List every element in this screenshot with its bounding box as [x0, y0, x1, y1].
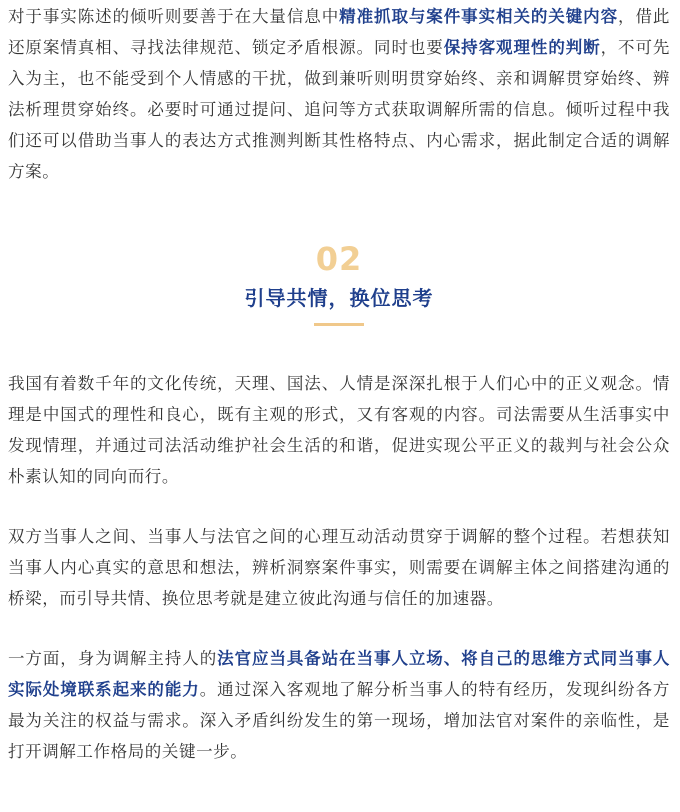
section-title: 引导共情，换位思考 — [244, 286, 434, 310]
paragraph-listening — [8, 0, 670, 187]
section-heading — [8, 239, 670, 326]
para1-highlight-2: 保持客观理性的判断 — [443, 38, 601, 57]
section-divider — [314, 323, 364, 326]
para1-text-3: ，不可先入为主，也不能受到个人情感的干扰，做到兼听则明贯穿始终、亲和调解贯穿始终、辨法析理贯穿始终。必要时可通过提问、追问等方式获取调解所需的信息。倾听过程中我们还可以借助当事人的表达方式推测判断其性格特点、内心需求，据此制定合适的调解方案。 — [8, 38, 671, 181]
paragraph-tradition: 我国有着数千年的文化传统，天理、国法、人情是深深扎根于人们心中的正义观念。情理是中国式的理性和良心，既有主观的形式，又有客观的内容。司法需要从生活事实中发现情理，并通过司法活动维护社会生活的和谐，促进实现公平正义的裁判与社会公众朴素认知的同向而行。 — [8, 374, 670, 486]
para4-text-1: 一方面，身为调解主持人的 — [8, 649, 218, 668]
para4-highlight-1: 法官应当具备站在当事人立场、将自己的思维方式同当事人实际处境联系起来的能力 — [8, 649, 670, 699]
para4-text-2: 。通过深入客观地了解分析当事人的特有经历，发现纠纷各方最为关注的权益与需求。深入矛盾纠纷发生的第一现场，增加法官对案件的亲临性，是打开调解工作格局的关键一步。 — [8, 680, 670, 761]
para1-highlight-1: 精准抓取与案件事实相关的关键内容 — [339, 7, 619, 26]
section-number: 02 — [315, 240, 363, 278]
para1-text-2: ，借此还原案情真相、寻找法律规范、锁定矛盾根源。同时也要 — [8, 7, 670, 57]
paragraph-mediator — [8, 643, 670, 767]
para1-text-1: 对于事实陈述的倾听则要善于在大量信息中 — [8, 7, 340, 26]
paragraph-interaction: 双方当事人之间、当事人与法官之间的心理互动活动贯穿于调解的整个过程。若想获知当事人内心真实的意思和想法，辨析洞察案件事实，则需要在调解主体之间搭建沟通的桥梁，而引导共情、换位思考就是建立彼此沟通与信任的加速器。 — [8, 527, 670, 608]
